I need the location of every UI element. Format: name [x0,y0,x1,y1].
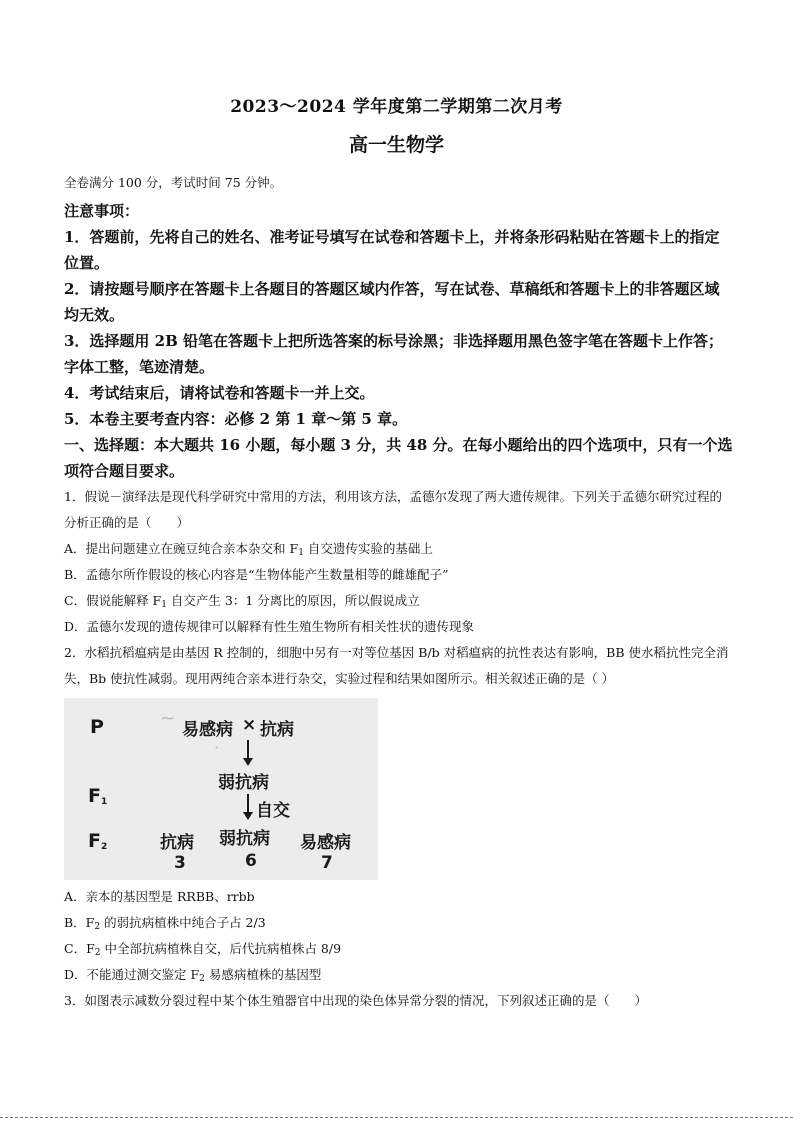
arrow-line [247,794,249,814]
question-2-option-d: D．不能通过测交鉴定 $F_2$ 易感病植株的基因型 [64,967,322,984]
question-1-option-c: C．假说能解释 $F_1$ 自交产生 3：1 分离比的原因，所以假说成立 [64,593,420,610]
generation-label-f1: $F_1$ [88,785,108,807]
question-1-option-a: A．提出问题建立在豌豆纯合亲本杂交和 $F_1$ 自交遗传实验的基础上 [64,541,433,558]
generation-label-p: P [90,716,104,738]
exam-content [64,173,734,1014]
question-2-option-b: B．$F_2$ 的弱抗病植株中纯合子占 2/3 [64,915,266,932]
parent-susceptible-label: 易感病 [182,720,233,740]
selfing-label: 自交 [256,801,290,821]
bleed-through-text: ~ [160,708,176,729]
arrow-down-icon [243,812,253,820]
notice-item: 3．选择题用 2B 铅笔在答题卡上把所选答案的标号涂黑；非选择题用黑色签字笔在答题卡上作答；字体工整，笔迹清楚。 [64,332,724,376]
question-2-option-c: C．$F_2$ 中全部抗病植株自交，后代抗病植株占 8/9 [64,941,342,958]
subject-title: 高一生物学 [348,134,444,156]
exam-intro: 全卷满分 100 分，考试时间 75 分钟。 [64,175,283,190]
f1-phenotype-label: 弱抗病 [218,773,269,793]
f2-resistant-label: 抗病 [160,833,194,853]
question-3-stem: 3．如图表示减数分裂过程中某个体生殖器官中出现的染色体异常分裂的情况，下列叙述正确的是（ ） [64,993,647,1008]
cross-diagram [64,698,378,880]
notice-heading: 注意事项： [64,202,140,220]
question-1-option-d: D．孟德尔发现的遗传规律可以解释有性生殖生物所有相关性状的遗传现象 [64,619,475,634]
notice-item: 1．答题前，先将自己的姓名、准考证号填写在试卷和答题卡上，并将条形码粘贴在答题卡上的指定位置。 [64,228,720,272]
question-2-stem: 2．水稻抗稻瘟病是由基因 R 控制的，细胞中另有一对等位基因 B/b 对稻瘟病的抗性表达有影响，BB 使水稻抗性完全消失，Bb 使抗性减弱。现用两纯合亲本进行杂交，实验过程和结果如图所示。相关叙述正确的是（ ） [64,645,729,686]
cross-symbol: × [242,715,257,735]
question-2-option-a: A．亲本的基因型是 RRBB、rrbb [64,889,255,904]
notice-item: 2．请按题号顺序在答题卡上各题目的答题区域内作答，写在试卷、草稿纸和答题卡上的非答题区域均无效。 [64,280,720,324]
parent-resistant-label: 抗病 [260,720,294,740]
f2-weak-resistant-count: 6 [245,851,257,871]
f2-resistant-count: 3 [174,853,186,873]
f2-susceptible-count: 7 [321,853,333,873]
notice-item: 4．考试结束后，请将试卷和答题卡一并上交。 [64,384,375,402]
question-1-option-b: B．孟德尔所作假设的核心内容是“生物体能产生数量相等的雌雄配子” [64,567,449,582]
f2-weak-resistant-label: 弱抗病 [219,829,270,849]
f2-susceptible-label: 易感病 [300,833,351,853]
bleed-through-text: · [214,738,220,757]
arrow-down-icon [243,758,253,766]
question-1-stem: 1．假说－演绎法是现代科学研究中常用的方法，利用该方法，孟德尔发现了两大遗传规律。下列关于孟德尔研究过程的分析正确的是（ ） [64,489,722,530]
section-heading: 一、选择题：本大题共 16 小题，每小题 3 分，共 48 分。在每小题给出的四个选项中，只有一个选项符合题目要求。 [64,436,733,480]
notice-item: 5．本卷主要考查内容：必修 2 第 1 章～第 5 章。 [64,410,408,428]
exam-title: 2023～2024 学年度第二学期第二次月考 [230,97,563,117]
page-bottom-divider [0,1117,793,1118]
arrow-line [247,740,249,760]
generation-label-f2: $F_2$ [88,830,108,852]
